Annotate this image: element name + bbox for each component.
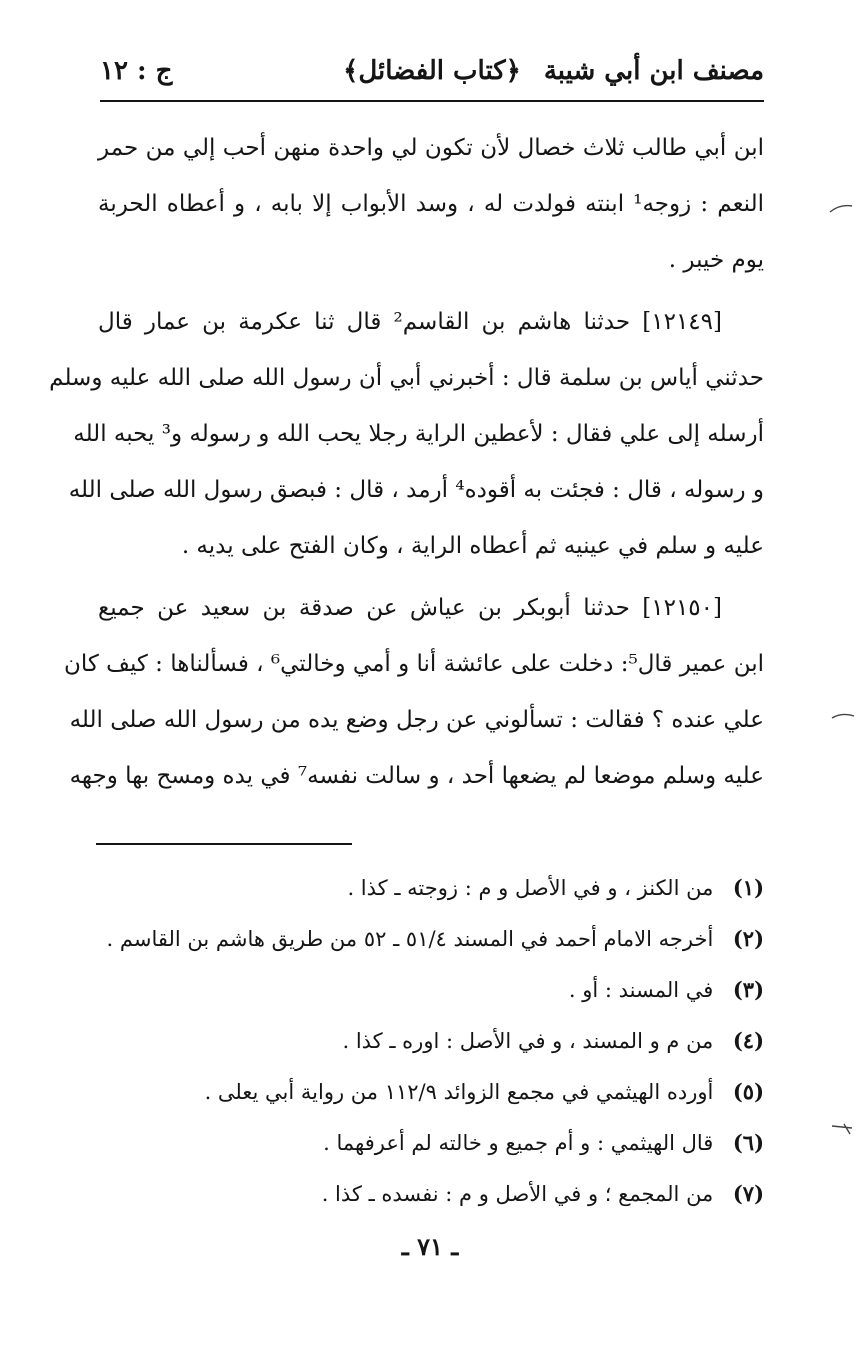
text-line: ابن أبي طالب ثلاث خصال لأن تكون لي واحدة منهن أحب إلي من حمر: [98, 135, 764, 161]
page-number: ـ ٧١ ـ: [401, 1232, 459, 1261]
footnote-text: في المسند : أو .: [568, 978, 714, 1002]
footnote-number: (٦): [732, 1130, 764, 1155]
footnote-6: [100, 1121, 764, 1172]
margin-mark: [830, 710, 856, 724]
text-line: علي عنده ؟ فقالت : تسألوني عن رجل وضع يده من رسول الله صلى الله: [69, 707, 764, 733]
text-line: يوم خيبر .: [668, 247, 764, 273]
header-rule: [100, 100, 764, 102]
text-line: حدثني أياس بن سلمة قال : أخبرني أبي أن رسول الله صلى الله عليه وسلم: [49, 365, 764, 391]
footnote-3: [100, 968, 764, 1019]
footnote-number: (٢): [732, 926, 764, 951]
volume-number: ج : ١٢: [100, 56, 173, 86]
footnote-number: (٥): [732, 1079, 764, 1104]
text-line: أرسله إلى علي فقال : لأعطين الراية رجلا يحب الله و رسوله و³ يحبه الله: [73, 421, 764, 447]
text-line: عليه وسلم موضعا لم يضعها أحد ، و سالت نفسه⁷ في يده ومسح بها وجهه: [69, 763, 764, 789]
footnote-text: من م و المسند ، و في الأصل : اوره ـ كذا .: [342, 1029, 714, 1053]
footnote-text: أورده الهيثمي في مجمع الزوائد ١١٢/٩ من رواية أبي يعلى .: [204, 1080, 714, 1104]
footnote-rule: [96, 843, 352, 845]
running-header: [100, 52, 764, 98]
footnote-text: من الكنز ، و في الأصل و م : زوجته ـ كذا .: [347, 876, 714, 900]
margin-mark: [828, 202, 854, 216]
footnote-2: [100, 917, 764, 968]
footnote-number: (٤): [732, 1028, 764, 1053]
footnote-5: [100, 1070, 764, 1121]
text-line: ابن عمير قال⁵: دخلت على عائشة أنا و أمي وخالتي⁶ ، فسألناها : كيف كان: [64, 651, 764, 677]
footnote-number: (٧): [732, 1181, 764, 1206]
footnote-text: أخرجه الامام أحمد في المسند ٥١/٤ ـ ٥٢ من طريق هاشم بن القاسم .: [106, 927, 714, 951]
hadith-12150-start: [١٢١٥٠] حدثنا أبوبكر بن عياش عن صدقة بن سعيد عن جميع: [98, 595, 722, 621]
text-line: النعم : زوجه¹ ابنته فولدت له ، وسد الأبواب إلا بابه ، و أعطاه الحربة: [98, 191, 765, 217]
text-line: عليه و سلم في عينيه ثم أعطاه الراية ، وكان الفتح على يديه .: [181, 533, 764, 559]
footnote-number: (٣): [732, 977, 764, 1002]
footnotes: [100, 866, 764, 1223]
main-text: [49, 120, 765, 804]
footnote-7: [100, 1172, 764, 1223]
footnote-number: (١): [732, 875, 764, 900]
footnote-text: من المجمع ؛ و في الأصل و م : نفسده ـ كذا .: [321, 1182, 714, 1206]
footnote-1: [100, 866, 764, 917]
chapter-title: ﴿كتاب الفضائل﴾: [343, 56, 521, 86]
footnote-text: قال الهيثمي : و أم جميع و خالته لم أعرفهما .: [323, 1131, 714, 1155]
text-line: و رسوله ، قال : فجئت به أقوده⁴ أرمد ، قال : فبصق رسول الله صلى الله: [68, 477, 764, 503]
margin-mark: [830, 1122, 856, 1136]
book-title: مصنف ابن أبي شيبة: [543, 56, 764, 86]
hadith-12149-start: [١٢١٤٩] حدثنا هاشم بن القاسم² قال ثنا عكرمة بن عمار قال: [98, 309, 722, 335]
footnote-4: [100, 1019, 764, 1070]
